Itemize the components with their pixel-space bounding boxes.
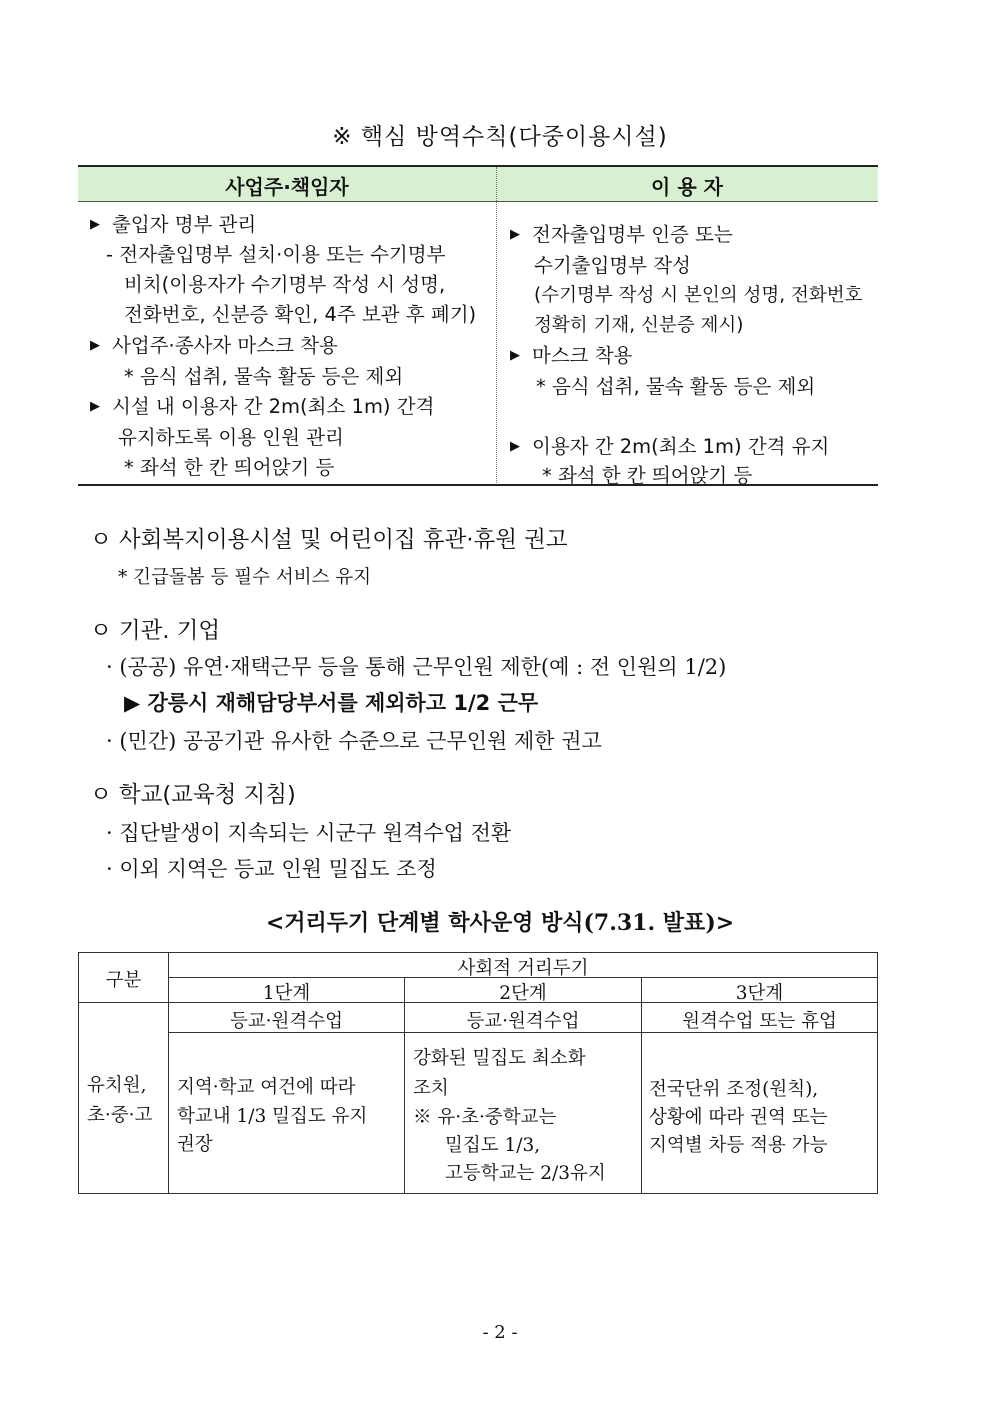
user-note: * 음식 섭취, 물속 활동 등은 제외	[536, 375, 816, 398]
stage-3-cell: 지역별 차등 적용 가능	[649, 1135, 828, 1156]
user-item-2: ▶ 마스크 착용	[510, 344, 633, 367]
owner-note: * 좌석 한 칸 띄어앉기 등	[124, 456, 335, 479]
school-operation-table	[78, 952, 878, 1194]
stage-2-mode: 등교·원격수업	[466, 1011, 580, 1032]
stage-3-header: 3단계	[735, 983, 784, 1004]
stage-3-mode: 원격수업 또는 휴업	[682, 1011, 837, 1032]
owner-line: 비치(이용자가 수기명부 작성 시 성명,	[124, 273, 446, 296]
table-bottom-border	[78, 484, 878, 486]
header-user: 이 용 자	[651, 175, 723, 199]
stage-2-cell: 조치	[413, 1078, 449, 1099]
stage-2-cell: 강화된 밀집도 최소화	[413, 1048, 586, 1069]
stage-1-cell: 권장	[177, 1134, 213, 1155]
section-line: · 집단발생이 지속되는 시군구 원격수업 전환	[106, 821, 512, 845]
user-line: 수기출입명부 작성	[534, 254, 691, 277]
page-number: - 2 -	[482, 1322, 518, 1343]
user-item-1: ▶ 전자출입명부 인증 또는	[510, 223, 733, 246]
stage-1-header: 1단계	[262, 983, 311, 1004]
owner-item-1: ▶ 출입자 명부 관리	[90, 213, 257, 236]
stage-1-mode: 등교·원격수업	[229, 1011, 344, 1032]
owner-item-3: ▶ 시설 내 이용자 간 2m(최소 1m) 간격	[90, 395, 435, 418]
section-social-welfare: ㅇ 사회복지이용시설 및 어린이집 휴관·휴원 권고	[90, 527, 568, 553]
bullet-triangle-icon: ▶	[510, 439, 520, 454]
user-line: 정확히 기재, 신분증 제시)	[534, 315, 744, 336]
section-highlight-line: ▶ 강릉시 재해담당부서를 제외하고 1/2 근무	[124, 691, 539, 715]
column-divider	[496, 167, 497, 485]
section-line: · 이외 지역은 등교 인원 밀집도 조정	[106, 857, 437, 881]
owner-line: 전화번호, 신분증 확인, 4주 보관 후 폐기)	[124, 303, 477, 326]
owner-note: * 음식 섭취, 물속 활동 등은 제외	[124, 365, 404, 388]
row-label: 유치원,	[87, 1075, 147, 1096]
section-note: * 긴급돌봄 등 필수 서비스 유지	[118, 567, 372, 588]
bullet-triangle-icon: ▶	[510, 348, 520, 363]
owner-line: 유지하도록 이용 인원 관리	[118, 426, 344, 449]
bullet-triangle-icon: ▶	[90, 338, 100, 353]
stage-3-cell: 상황에 따라 권역 또는	[649, 1107, 828, 1128]
owner-item-2: ▶ 사업주·종사자 마스크 착용	[90, 334, 338, 357]
bullet-triangle-icon: ▶	[510, 227, 520, 242]
stage-1-cell: 지역·학교 여건에 따라	[177, 1077, 356, 1098]
stage-2-cell: 고등학교는 2/3유지	[445, 1163, 606, 1184]
bullet-triangle-icon: ▶	[90, 217, 100, 232]
section-line: · (민간) 공공기관 유사한 수준으로 근무인원 제한 권고	[106, 729, 602, 753]
user-item-3: ▶ 이용자 간 2m(최소 1m) 간격 유지	[510, 435, 830, 458]
stage-2-cell: ※ 유·초·중학교는	[413, 1107, 557, 1128]
stage-1-cell: 학교내 1/3 밀집도 유지	[177, 1106, 368, 1127]
user-line: (수기명부 작성 시 본인의 성명, 전화번호	[534, 285, 863, 306]
stage-2-cell: 밀집도 1/3,	[445, 1135, 541, 1156]
owner-line: - 전자출입명부 설치·이용 또는 수기명부	[106, 243, 446, 266]
stage-3-cell: 전국단위 조정(원칙),	[649, 1079, 819, 1100]
stage-2-header: 2단계	[499, 983, 547, 1004]
table2-title: <거리두기 단계별 학사운영 방식(7.31. 발표)>	[265, 910, 735, 936]
row-label: 초·중·고	[87, 1105, 153, 1126]
group-header: 사회적 거리두기	[457, 958, 589, 979]
quarantine-rules-table	[78, 165, 878, 487]
bullet-triangle-icon: ▶	[90, 399, 100, 414]
user-note: * 좌석 한 칸 띄어앉기 등	[542, 464, 753, 487]
section-institutions: ㅇ 기관. 기업	[90, 618, 221, 644]
section-school: ㅇ 학교(교육청 지침)	[90, 782, 296, 808]
section-line: · (공공) 유연·재택근무 등을 통해 근무인원 제한(예 : 전 인원의 1/2)	[106, 655, 727, 679]
doc-title: ※ 핵심 방역수칙(다중이용시설)	[332, 124, 668, 150]
header-owner: 사업주·책임자	[225, 175, 349, 199]
label-header: 구분	[105, 970, 142, 991]
